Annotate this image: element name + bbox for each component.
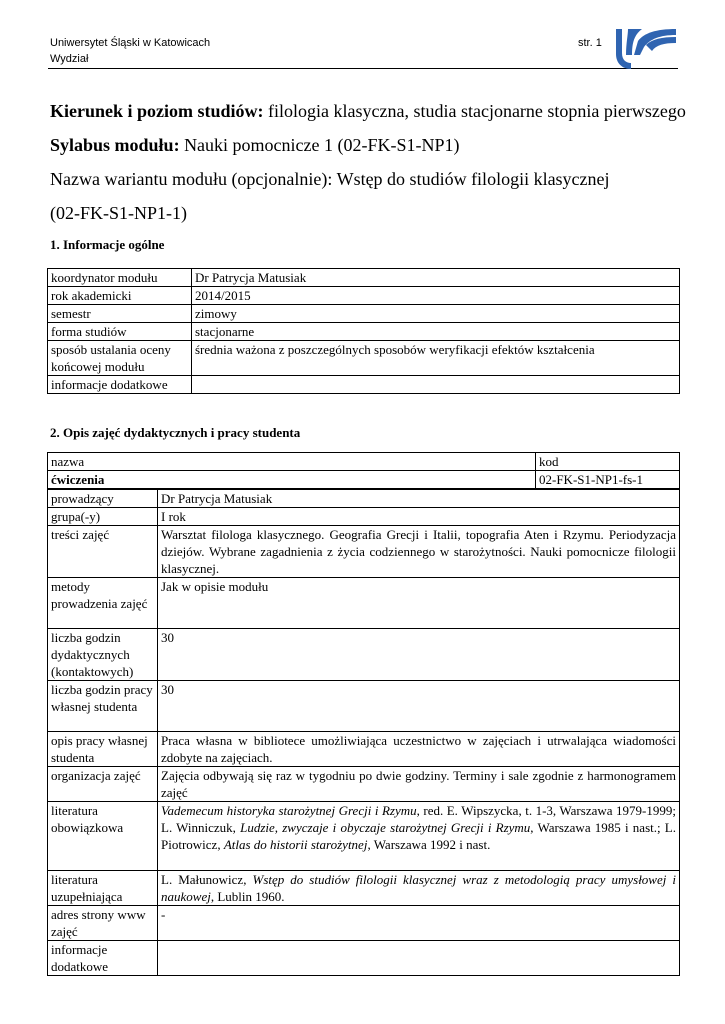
row-value: zimowy — [192, 305, 680, 323]
row-label: liczba godzin dydaktycznych (kontaktowych) — [48, 629, 158, 681]
table-row — [48, 376, 680, 394]
kierunek-label: Kierunek i poziom studiów: — [50, 101, 264, 121]
row-label: semestr — [48, 305, 192, 323]
lit-text: , Warszawa 1992 i nast. — [367, 837, 491, 852]
general-info-table — [47, 268, 680, 394]
row-value: 30 — [158, 629, 680, 681]
row-label: adres strony www zajęć — [48, 906, 158, 941]
lit-text: L. Małunowicz, — [161, 872, 253, 887]
header-page-number: str. 1 — [578, 37, 602, 49]
row-label: grupa(-y) — [48, 508, 158, 526]
nazwa-value: ćwiczenia — [48, 471, 536, 489]
table-row — [48, 767, 680, 802]
row-label: opis pracy własnej studenta — [48, 732, 158, 767]
row-label: informacje dodatkowe — [48, 941, 158, 976]
classes-name-code-table — [47, 452, 680, 489]
table-row — [48, 305, 680, 323]
table-row — [48, 453, 680, 471]
row-label: koordynator modułu — [48, 269, 192, 287]
kierunek-line — [50, 101, 686, 122]
lit-text: , red. E. Wipszycka, t. 1-3, Warszawa 1979-1999; L. Winniczuk, — [161, 803, 676, 835]
table-row — [48, 490, 680, 508]
table-row — [48, 732, 680, 767]
header-department: Wydział — [50, 53, 89, 65]
section1-heading: 1. Informacje ogólne — [50, 237, 165, 252]
table-row — [48, 471, 680, 489]
row-value: stacjonarne — [192, 323, 680, 341]
row-value: Dr Patrycja Matusiak — [158, 490, 680, 508]
lit-text: , Lublin 1960. — [210, 889, 285, 904]
table-row — [48, 629, 680, 681]
row-value: I rok — [158, 508, 680, 526]
table-row — [48, 526, 680, 578]
row-label: organizacja zajęć — [48, 767, 158, 802]
table-row — [48, 941, 680, 976]
table-row — [48, 681, 680, 732]
row-value — [158, 871, 680, 906]
sylabus-line — [50, 135, 460, 156]
row-value: - — [158, 906, 680, 941]
table-row — [48, 871, 680, 906]
table-row — [48, 269, 680, 287]
table-row — [48, 578, 680, 629]
row-label: informacje dodatkowe — [48, 376, 192, 394]
row-value: Praca własna w bibliotece umożliwiająca uczestnictwo w zajęciach i utrwalająca wiadomości zdobyte na zajęciach. — [158, 732, 680, 767]
row-label: forma studiów — [48, 323, 192, 341]
header-university: Uniwersytet Śląski w Katowicach — [50, 37, 211, 49]
lit-title: Wstęp do studiów filologii klasycznej wraz z metodologią pracy umysłowej i naukowej — [161, 872, 676, 904]
row-label: liczba godzin pracy własnej studenta — [48, 681, 158, 732]
row-label: literatura uzupełniająca — [48, 871, 158, 906]
row-value — [158, 802, 680, 871]
row-value: Zajęcia odbywają się raz w tygodniu po dwie godziny. Terminy i sale zgodnie z harmonogramem zajęć — [158, 767, 680, 802]
row-value: 2014/2015 — [192, 287, 680, 305]
table-row — [48, 508, 680, 526]
lit-title: Ludzie, zwyczaje i obyczaje starożytnej Grecji i Rzymu — [240, 820, 531, 835]
kod-value: 02-FK-S1-NP1-fs-1 — [536, 471, 680, 489]
row-value: średnia ważona z poszczególnych sposobów weryfikacji efektów kształcenia — [192, 341, 680, 376]
table-row — [48, 802, 680, 871]
row-label: literatura obowiązkowa — [48, 802, 158, 871]
row-label: treści zajęć — [48, 526, 158, 578]
row-value — [192, 376, 680, 394]
row-label: sposób ustalania oceny końcowej modułu — [48, 341, 192, 376]
table-row — [48, 287, 680, 305]
row-value: Dr Patrycja Matusiak — [192, 269, 680, 287]
kierunek-value: filologia klasyczna, studia stacjonarne stopnia pierwszego — [263, 101, 686, 121]
row-label: prowadzący — [48, 490, 158, 508]
row-label: metody prowadzenia zajęć — [48, 578, 158, 629]
row-value: Jak w opisie modułu — [158, 578, 680, 629]
header-rule — [48, 68, 678, 69]
sylabus-label: Sylabus modułu: — [50, 135, 180, 155]
row-value — [158, 941, 680, 976]
row-value: Warsztat filologa klasycznego. Geografia Grecji i Italii, topografia Aten i Rzymu. Periodyzacja dziejów. Wybrane zagadnienia z życia codziennego w starożytności. Nauki pomocnicze filologii klasycznej. — [158, 526, 680, 578]
row-value: 30 — [158, 681, 680, 732]
classes-details-table — [47, 489, 680, 976]
lit-title: Vademecum historyka starożytnej Grecji i Rzymu — [161, 803, 417, 818]
lit-text: , Warszawa 1985 i nast.; L. Piotrowicz, — [161, 820, 676, 852]
table-row — [48, 341, 680, 376]
wariant-name: Nazwa wariantu modułu (opcjonalnie): Wstęp do studiów filologii klasycznej — [50, 169, 610, 189]
table-row — [48, 323, 680, 341]
sylabus-value: Nauki pomocnicze 1 (02-FK-S1-NP1) — [179, 135, 460, 155]
nazwa-label: nazwa — [48, 453, 536, 471]
lit-title: Atlas do historii starożytnej — [223, 837, 368, 852]
table-row — [48, 906, 680, 941]
row-label: rok akademicki — [48, 287, 192, 305]
wariant-code: (02-FK-S1-NP1-1) — [50, 203, 187, 223]
section2-heading: 2. Opis zajęć dydaktycznych i pracy studenta — [50, 425, 301, 440]
university-logo-icon — [612, 27, 678, 69]
kod-label: kod — [536, 453, 680, 471]
